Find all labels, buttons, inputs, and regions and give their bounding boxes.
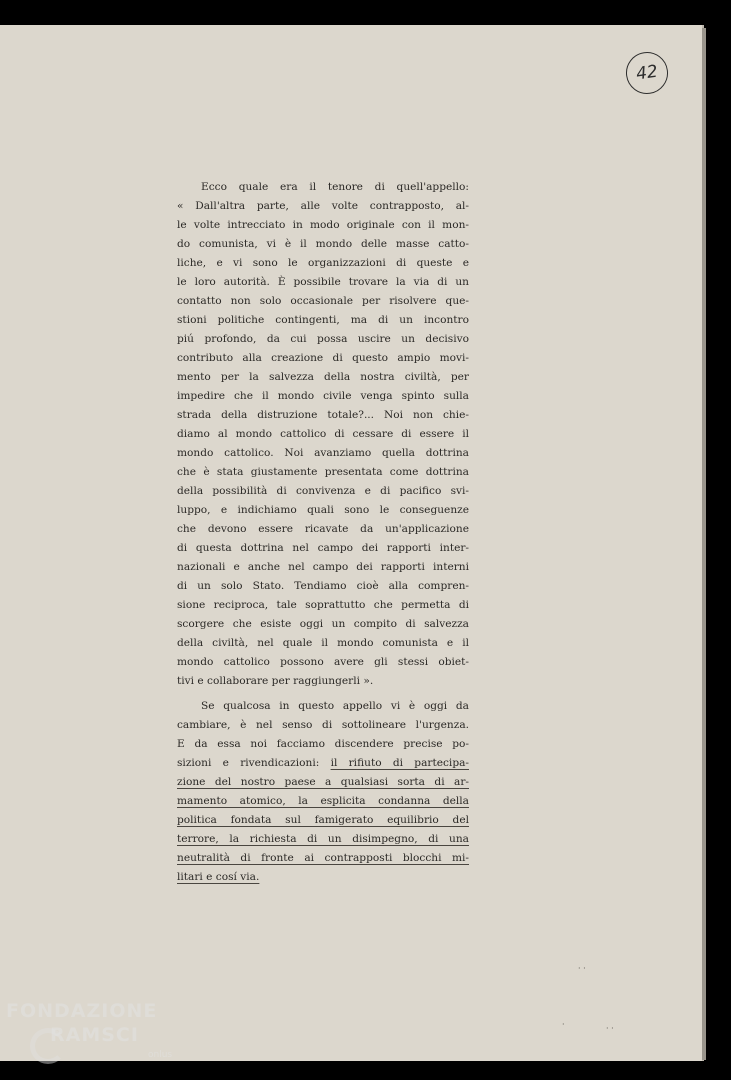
- text-line: le volte intrecciato in modo originale con il mon-: [177, 219, 469, 231]
- text-line: nazionali e anche nel campo dei rapporti interni: [177, 561, 469, 573]
- text-line: « Dall'altra parte, alle volte contrapposto, al-: [177, 200, 469, 212]
- text-line: litari e cosí via.: [177, 871, 260, 883]
- text-line: tivi e collaborare per raggiungerli ».: [177, 675, 374, 687]
- watermark-line-3: onlus: [148, 1050, 173, 1060]
- text-line: liche, e vi sono le organizzazioni di queste e: [177, 257, 469, 269]
- text-line: cambiare, è nel senso di sottolineare l'urgenza.: [177, 719, 469, 731]
- text-line: di questa dottrina nel campo dei rapporti inter-: [177, 542, 469, 554]
- text-line: sione reciproca, tale soprattutto che permetta di: [177, 599, 469, 611]
- text-line: contributo alla creazione di questo ampio movi-: [177, 352, 469, 364]
- speck: · ·: [578, 964, 586, 973]
- text-line: terrore, la richiesta di un disimpegno, di una: [177, 833, 469, 845]
- paragraph-2: [177, 697, 469, 887]
- text-line: che è stata giustamente presentata come dottrina: [177, 466, 469, 478]
- text-line: stioni politiche contingenti, ma di un incontro: [177, 314, 469, 326]
- text-line: Se qualcosa in questo appello vi è oggi da: [201, 700, 469, 712]
- text-line: mondo cattolico possono avere gli stessi obiet-: [177, 656, 469, 668]
- text-line: scorgere che esiste oggi un compito di salvezza: [177, 618, 469, 630]
- watermark-line-1: FONDAZIONE: [6, 1000, 158, 1022]
- text-line: mondo cattolico. Noi avanziamo quella dottrina: [177, 447, 469, 459]
- text-line: della possibilità di convivenza e di pacifico svi-: [177, 485, 469, 497]
- text-line: Ecco quale era il tenore di quell'appello:: [201, 181, 469, 193]
- watermark-logo: [6, 1000, 186, 1076]
- text-line: luppo, e indichiamo quali sono le conseguenze: [177, 504, 469, 516]
- text-line: zione del nostro paese a qualsiasi sorta di ar-: [177, 776, 469, 788]
- watermark-line-2: RAMSCI: [50, 1024, 139, 1046]
- text-line: neutralità di fronte ai contrapposti blocchi mi-: [177, 852, 469, 864]
- text-line: E da essa noi facciamo discendere precise po-: [177, 738, 469, 750]
- text-line: di un solo Stato. Tendiamo cioè alla compren-: [177, 580, 469, 592]
- text-line: politica fondata sul famigerato equilibrio del: [177, 814, 469, 826]
- text-line: impedire che il mondo civile venga spinto sulla: [177, 390, 469, 402]
- page-number: 42: [623, 49, 670, 96]
- text-line: della civiltà, nel quale il mondo comunista e il: [177, 637, 469, 649]
- text-line: piú profondo, da cui possa uscire un decisivo: [177, 333, 469, 345]
- speck: ·: [562, 1020, 565, 1029]
- text-line: mamento atomico, la esplicita condanna della: [177, 795, 469, 807]
- text-line: strada della distruzione totale?... Noi non chie-: [177, 409, 469, 421]
- body-text: [177, 178, 469, 887]
- text-line: mento per la salvezza della nostra civiltà, per: [177, 371, 469, 383]
- text-line: che devono essere ricavate da un'applicazione: [177, 523, 469, 535]
- text-line: le loro autorità. È possibile trovare la via di un: [177, 276, 469, 288]
- page-edge: [702, 28, 706, 1060]
- text-line: diamo al mondo cattolico di cessare di essere il: [177, 428, 469, 440]
- text-line: contatto non solo occasionale per risolvere que-: [177, 295, 469, 307]
- paragraph-1: [177, 178, 469, 691]
- text-line: sizioni e rivendicazioni: il rifiuto di partecipa-: [177, 757, 469, 769]
- text-line: do comunista, vi è il mondo delle masse catto-: [177, 238, 469, 250]
- speck: · ·: [606, 1024, 614, 1033]
